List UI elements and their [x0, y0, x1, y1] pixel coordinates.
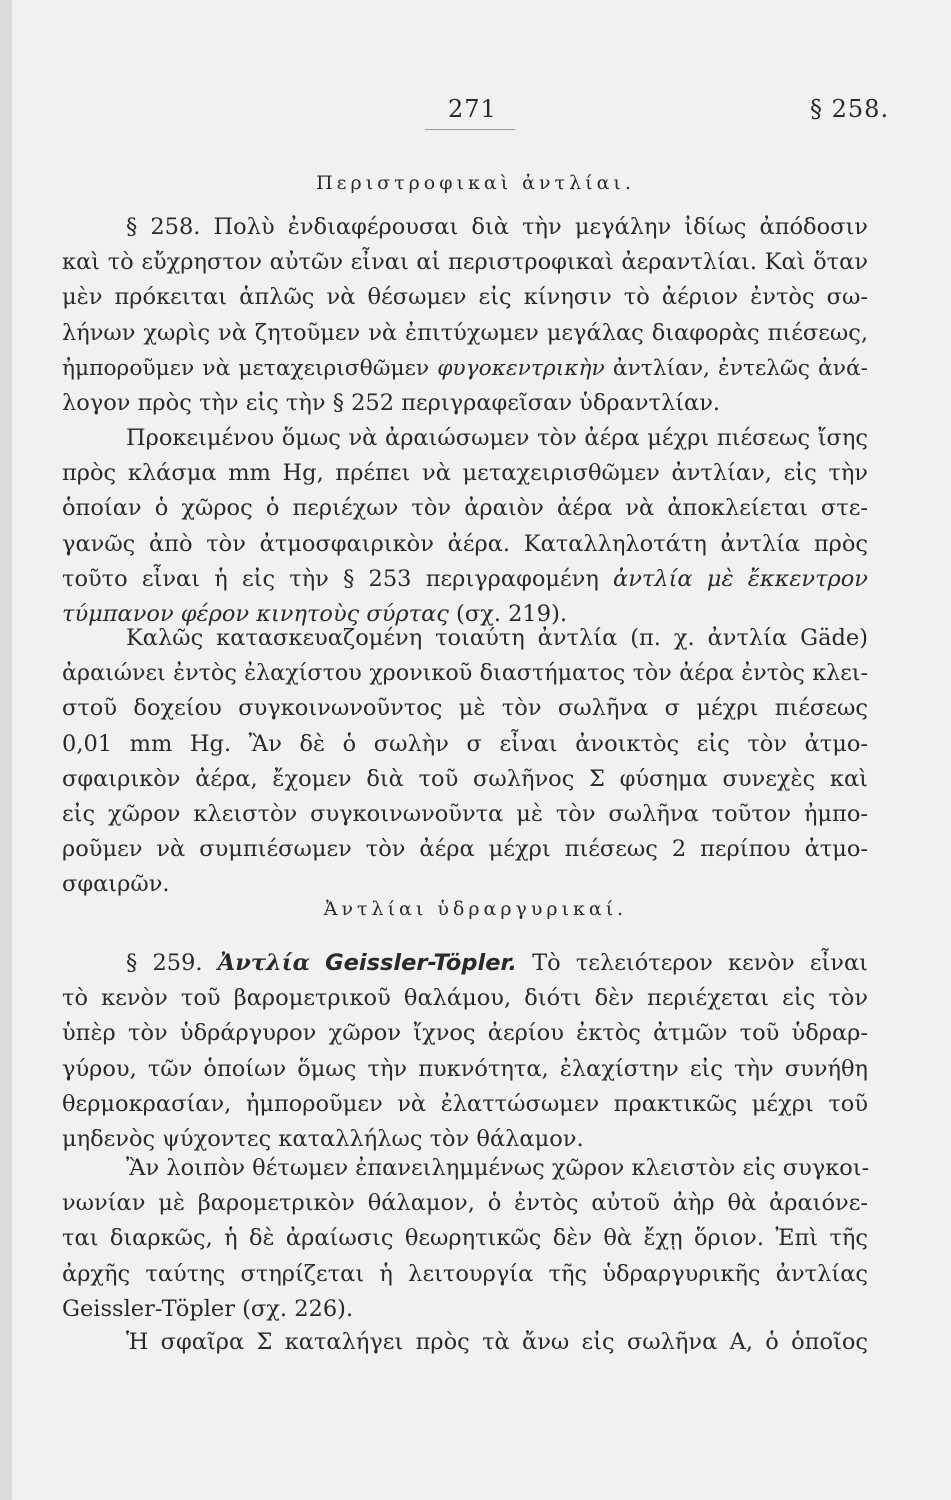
page-number: 271 [448, 95, 497, 123]
italic-term: ἀντλία μὲ ἔκκεντρον [613, 565, 868, 592]
text-line: τύμπανον φέρον κινητοὺς σύρτας (σχ. 219). [62, 600, 567, 627]
text-line: ται διαρκῶς, ἡ δὲ ἀραίωσις θεωρητικῶς δὲν θὰ ἔχῃ ὅριον. Ἐπὶ τῆς [62, 1225, 868, 1252]
page-edge-shadow [0, 0, 12, 1500]
text-line: λογον πρὸς τὴν εἰς τὴν § 252 περιγραφεῖσαν ὑδραντλίαν. [62, 389, 721, 416]
text-line: γύρου, τῶν ὁποίων ὅμως τὴν πυκνότητα, ἐλαχίστην εἰς τὴν συνήθη [62, 1055, 868, 1082]
text-line: σφαιρικὸν ἀέρα, ἔχομεν διὰ τοῦ σωλῆνος Σ φύσημα συνεχὲς καὶ [62, 765, 868, 792]
text-line: μὲν πρόκειται ἁπλῶς νὰ θέσωμεν εἰς κίνησιν τὸ ἀέριον ἐντὸς σω- [62, 284, 868, 311]
text-line: τοῦτο εἶναι ἡ εἰς τὴν § 253 περιγραφομένη ἀντλία μὲ ἔκκεντρον [62, 565, 868, 592]
paragraph-258 [62, 210, 868, 421]
pump-name-greek: Ἀντλία [217, 950, 310, 976]
text-line: πρὸς κλάσμα mm Hg, πρέπει νὰ μεταχειρισθῶμεν ἀντλίαν, εἰς τὴν [62, 460, 868, 487]
text-line: Καλῶς κατασκευαζομένη τοιαύτη ἀντλία (π. χ. ἀντλία Gäde) [126, 625, 868, 651]
italic-term: τύμπανον φέρον κινητοὺς σύρτας [62, 600, 449, 627]
text-line: μηδενὸς ψύχοντες καταλλήλως τὸν θάλαμον. [62, 1125, 584, 1152]
text-line: σφαιρῶν. [62, 871, 170, 898]
text-line: νωνίαν μὲ βαρομετρικὸν θάλαμον, ὁ ἐντὸς αὐτοῦ ἀὴρ θὰ ἀραιόνε- [62, 1190, 868, 1217]
text-line: Προκειμένου ὅμως νὰ ἀραιώσωμεν τὸν ἀέρα μέχρι πιέσεως ἴσης [126, 425, 868, 451]
text-line: § 259. Ἀντλία Geissler-Töpler. Τὸ τελειότερον κενὸν εἶναι [126, 950, 869, 976]
text-line: θερμοκρασίαν, ἠμποροῦμεν νὰ ἐλαττώσωμεν πρακτικῶς μέχρι τοῦ [62, 1090, 868, 1117]
text-line: ὁποίαν ὁ χῶρος ὁ περιέχων τὸν ἀραιὸν ἀέρα νὰ ἀποκλείεται στε- [62, 495, 868, 522]
header-rule [425, 129, 515, 130]
section-title-mercury-pumps: Ἀντλίαι ὑδραργυρικαί. [323, 898, 628, 920]
italic-term: φυγοκεντρικὴν [437, 355, 605, 381]
text-line: ἠμποροῦμεν νὰ μεταχειρισθῶμεν φυγοκεντρικὴν ἀντλίαν, ἐντελῶς ἀνά- [62, 355, 868, 381]
text-line: 0,01 mm Hg. Ἂν δὲ ὁ σωλὴν σ εἶναι ἀνοικτὸς εἰς τὸν ἀτμο- [62, 730, 868, 757]
text-line: Geissler-Töpler (σχ. 226). [62, 1295, 354, 1322]
text-line: εἰς χῶρον κλειστὸν συγκοινωνοῦντα μὲ τὸν σωλῆνα τοῦτον ἠμπο- [62, 800, 868, 827]
text-line: ἀραιώνει ἐντὸς ἐλαχίστου χρονικοῦ διαστήματος τὸν ἀέρα ἐντὸς κλει- [62, 660, 868, 687]
paragraph-gaede [62, 621, 868, 903]
text-line: Ἡ σφαῖρα Σ καταλήγει πρὸς τὰ ἄνω εἰς σωλῆνα Α, ὁ ὁποῖος [126, 1329, 868, 1355]
text-line: ἀρχῆς ταύτης στηρίζεται ἡ λειτουργία τῆς ὑδραργυρικῆς ἀντλίας [62, 1260, 868, 1287]
running-header [0, 95, 951, 135]
text-line: γανῶς ἀπὸ τὸν ἀτμοσφαιρικὸν ἀέρα. Καταλληλοτάτη ἀντλία πρὸς [62, 530, 868, 557]
text-line: Ἂν λοιπὸν θέτωμεν ἐπανειλημμένως χῶρον κλειστὸν εἰς συγκοι- [126, 1155, 870, 1181]
text-line: καὶ τὸ εὔχρηστον αὐτῶν εἶναι αἱ περιστροφικαὶ ἀεραντλίαι. Καὶ ὅταν [62, 249, 868, 276]
text-line: λήνων χωρὶς νὰ ζητοῦμεν νὰ ἐπιτύχωμεν μεγάλας διαφορὰς πιέσεως, [62, 319, 868, 346]
paragraph-sphere [62, 1325, 868, 1360]
pump-name-latin: Geissler-Töpler. [325, 950, 517, 976]
text-line: τὸ κενὸν τοῦ βαρομετρικοῦ θαλάμου, διότι δὲν περιέχεται εἰς τὸν [62, 985, 868, 1012]
paragraph-rarefaction [62, 421, 868, 632]
section-title-rotary-pumps: Περιστροφικαὶ ἀντλίαι. [316, 172, 635, 194]
text-line: ροῦμεν νὰ συμπιέσωμεν τὸν ἀέρα μέχρι πιέσεως 2 περίπου ἀτμο- [62, 836, 868, 863]
text-line: ὑπὲρ τὸν ὑδράργυρον χῶρον ἴχνος ἀερίου ἐκτὸς ἀτμῶν τοῦ ὑδραρ- [62, 1020, 868, 1047]
section-reference: § 258. [810, 95, 890, 123]
paragraph-259 [62, 946, 868, 1157]
paragraph-barometric [62, 1151, 868, 1327]
text-line: § 258. Πολὺ ἐνδιαφέρουσαι διὰ τὴν μεγάλην ἰδίως ἀπόδοσιν [126, 214, 868, 240]
text-line: στοῦ δοχείου συγκοινωνοῦντος μὲ τὸν σωλῆνα σ μέχρι πιέσεως [62, 695, 868, 722]
